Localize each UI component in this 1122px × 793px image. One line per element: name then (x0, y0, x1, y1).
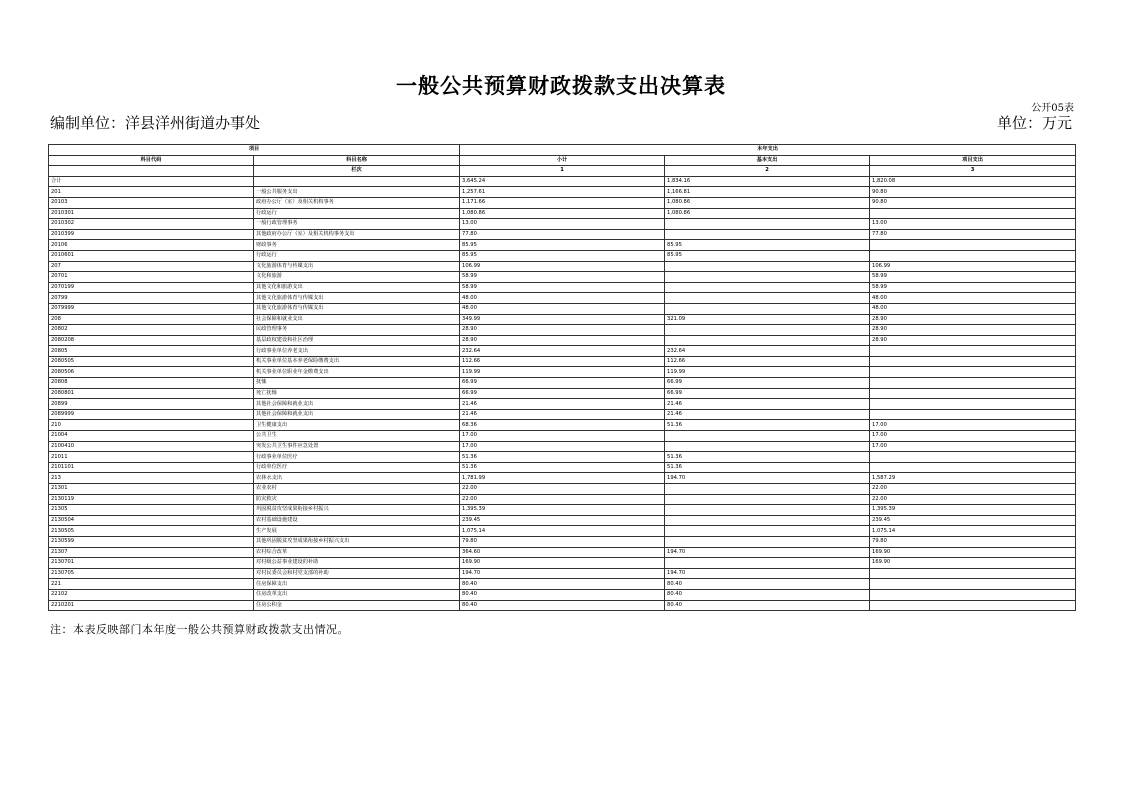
cell-basic (665, 261, 870, 272)
cell-code: 2100410 (49, 441, 254, 452)
cell-code: 20799 (49, 293, 254, 304)
table-row (49, 187, 1076, 198)
cell-project: 58.99 (870, 282, 1076, 293)
cell-basic (665, 484, 870, 495)
cell-name: 死亡抚恤 (254, 388, 460, 399)
cell-code: 210 (49, 420, 254, 431)
cell-total: 1,781.99 (460, 473, 665, 484)
cell-basic: 21.46 (665, 399, 870, 410)
cell-project: 239.45 (870, 515, 1076, 526)
cell-project: 22.00 (870, 494, 1076, 505)
cell-project: 1,820.08 (870, 176, 1076, 187)
cell-total: 1,080.86 (460, 208, 665, 219)
cell-project (870, 356, 1076, 367)
cell-code: 2010601 (49, 250, 254, 261)
table-row (49, 240, 1076, 251)
cell-name: 其他文化旅游体育与传媒支出 (254, 293, 460, 304)
cell-code: 20106 (49, 240, 254, 251)
cell-project: 17.00 (870, 431, 1076, 442)
form-number: 公开05表 (1031, 103, 1074, 114)
table-row (49, 409, 1076, 420)
cell-total: 349.99 (460, 314, 665, 325)
table-row (49, 176, 1076, 187)
cell-total: 85.95 (460, 250, 665, 261)
cell-project: 169.90 (870, 558, 1076, 569)
cell-project (870, 378, 1076, 389)
table-row (49, 261, 1076, 272)
cell-total: 17.00 (460, 441, 665, 452)
cell-project: 28.90 (870, 335, 1076, 346)
cell-project (870, 568, 1076, 579)
cell-basic: 85.95 (665, 240, 870, 251)
cell-name: 抚恤 (254, 378, 460, 389)
cell-total: 48.00 (460, 303, 665, 314)
cell-basic: 21.46 (665, 409, 870, 420)
table-row (49, 420, 1076, 431)
cell-code: 2130599 (49, 536, 254, 547)
cell-project: 90.80 (870, 187, 1076, 198)
cell-name: 一般行政管理事务 (254, 219, 460, 230)
cell-name: 卫生健康支出 (254, 420, 460, 431)
cell-total: 21.46 (460, 409, 665, 420)
cell-total: 22.00 (460, 494, 665, 505)
cell-name: 农村综合改革 (254, 547, 460, 558)
cell-total: 28.90 (460, 325, 665, 336)
cell-total: 80.40 (460, 579, 665, 590)
compiling-unit: 编制单位：洋县洋州街道办事处 (50, 114, 261, 132)
header-code: 科目代码 (49, 155, 254, 166)
cell-name: 文化和旅游 (254, 272, 460, 283)
cell-total: 48.00 (460, 293, 665, 304)
cell-code: 2101101 (49, 462, 254, 473)
cell-code: 21011 (49, 452, 254, 463)
cell-code: 21004 (49, 431, 254, 442)
cell-total: 112.66 (460, 356, 665, 367)
cell-basic (665, 515, 870, 526)
cell-total: 17.00 (460, 431, 665, 442)
cell-code: 221 (49, 579, 254, 590)
table-row (49, 219, 1076, 230)
cell-basic: 80.40 (665, 600, 870, 611)
cell-project (870, 409, 1076, 420)
table-row (49, 356, 1076, 367)
table-row (49, 293, 1076, 304)
cell-code: 20701 (49, 272, 254, 283)
header-subtotal: 小计 (460, 155, 665, 166)
cell-basic: 119.99 (665, 367, 870, 378)
cell-code: 20899 (49, 399, 254, 410)
cell-code: 2010399 (49, 229, 254, 240)
cell-code: 合计 (49, 176, 254, 187)
table-row (49, 589, 1076, 600)
cell-total: 232.64 (460, 346, 665, 357)
cell-basic (665, 536, 870, 547)
cell-basic (665, 229, 870, 240)
cell-basic: 194.70 (665, 547, 870, 558)
cell-code: 213 (49, 473, 254, 484)
table-row (49, 526, 1076, 537)
cell-total: 51.36 (460, 462, 665, 473)
cell-code: 2130119 (49, 494, 254, 505)
table-row (49, 579, 1076, 590)
cell-project (870, 240, 1076, 251)
cell-name: 其他社会保障和就业支出 (254, 399, 460, 410)
cell-name: 对村级公益事业建设的补助 (254, 558, 460, 569)
header-empty (49, 166, 254, 177)
footnote: 注：本表反映部门本年度一般公共预算财政拨款支出情况。 (50, 623, 349, 636)
cell-total: 77.80 (460, 229, 665, 240)
cell-name: 对村民委员会和村党支部的补助 (254, 568, 460, 579)
cell-project (870, 388, 1076, 399)
cell-total: 169.90 (460, 558, 665, 569)
cell-name: 政府办公厅（室）及相关机构事务 (254, 197, 460, 208)
header-col3: 3 (870, 166, 1076, 177)
cell-project (870, 589, 1076, 600)
cell-name: 行政事业单位医疗 (254, 452, 460, 463)
cell-basic (665, 282, 870, 293)
header-row-2 (49, 155, 1076, 166)
cell-code: 2080506 (49, 367, 254, 378)
cell-basic: 232.64 (665, 346, 870, 357)
cell-code: 22102 (49, 589, 254, 600)
cell-project: 48.00 (870, 293, 1076, 304)
cell-name: 防灾救灾 (254, 494, 460, 505)
cell-basic: 51.36 (665, 462, 870, 473)
table-row (49, 462, 1076, 473)
cell-code: 2080208 (49, 335, 254, 346)
cell-basic (665, 335, 870, 346)
cell-code: 20802 (49, 325, 254, 336)
table-row (49, 282, 1076, 293)
cell-name: 巩固脱贫攻坚成果衔接乡村振兴 (254, 505, 460, 516)
header-col2: 2 (665, 166, 870, 177)
cell-name: 机关事业单位基本养老保险缴费支出 (254, 356, 460, 367)
table-row (49, 208, 1076, 219)
cell-name: 一般公共服务支出 (254, 187, 460, 198)
cell-name: 生产发展 (254, 526, 460, 537)
cell-basic: 112.66 (665, 356, 870, 367)
table-row (49, 568, 1076, 579)
cell-code: 2010302 (49, 219, 254, 230)
cell-project (870, 600, 1076, 611)
cell-project (870, 399, 1076, 410)
cell-code: 2130505 (49, 526, 254, 537)
cell-name: 突发公共卫生事件应急处置 (254, 441, 460, 452)
cell-name: 文化旅游体育与传媒支出 (254, 261, 460, 272)
table-row (49, 250, 1076, 261)
table-row (49, 229, 1076, 240)
table-row (49, 378, 1076, 389)
cell-project: 48.00 (870, 303, 1076, 314)
table-row (49, 197, 1076, 208)
cell-total: 106.99 (460, 261, 665, 272)
cell-code: 2089999 (49, 409, 254, 420)
cell-code: 2080801 (49, 388, 254, 399)
cell-basic: 194.70 (665, 568, 870, 579)
cell-name: 其他巩固脱贫攻坚成果衔接乡村振兴支出 (254, 536, 460, 547)
cell-code: 207 (49, 261, 254, 272)
cell-project (870, 462, 1076, 473)
cell-code: 2070199 (49, 282, 254, 293)
cell-basic: 1,080.86 (665, 208, 870, 219)
cell-name: 公共卫生 (254, 431, 460, 442)
cell-name: 行政单位医疗 (254, 462, 460, 473)
table-row (49, 536, 1076, 547)
cell-name: 住房改革支出 (254, 589, 460, 600)
cell-project (870, 579, 1076, 590)
cell-basic: 1,834.16 (665, 176, 870, 187)
table-row (49, 473, 1076, 484)
cell-project: 90.80 (870, 197, 1076, 208)
cell-total: 1,075.14 (460, 526, 665, 537)
table-row (49, 325, 1076, 336)
cell-basic (665, 431, 870, 442)
cell-name (254, 176, 460, 187)
cell-code: 208 (49, 314, 254, 325)
cell-project (870, 346, 1076, 357)
header-row-3 (49, 166, 1076, 177)
cell-code: 21301 (49, 484, 254, 495)
header-basic: 基本支出 (665, 155, 870, 166)
cell-project: 1,075.14 (870, 526, 1076, 537)
cell-project: 28.90 (870, 325, 1076, 336)
cell-total: 22.00 (460, 484, 665, 495)
cell-basic (665, 558, 870, 569)
table-row (49, 399, 1076, 410)
table-row (49, 494, 1076, 505)
cell-total: 80.40 (460, 589, 665, 600)
cell-name: 财政事务 (254, 240, 460, 251)
cell-name: 基层政权建设和社区治理 (254, 335, 460, 346)
currency-unit: 单位：万元 (996, 114, 1072, 132)
cell-project: 17.00 (870, 420, 1076, 431)
cell-code: 21305 (49, 505, 254, 516)
cell-basic: 51.36 (665, 420, 870, 431)
cell-name: 其他政府办公厅（室）及相关机构事务支出 (254, 229, 460, 240)
cell-basic (665, 219, 870, 230)
cell-name: 行政事业单位养老支出 (254, 346, 460, 357)
cell-total: 239.45 (460, 515, 665, 526)
cell-name: 其他文化旅游体育与传媒支出 (254, 303, 460, 314)
header-current-year: 本年支出 (460, 145, 1076, 156)
cell-basic (665, 494, 870, 505)
cell-basic: 80.40 (665, 589, 870, 600)
cell-name: 住房保障支出 (254, 579, 460, 590)
cell-name: 行政运行 (254, 250, 460, 261)
table-row (49, 431, 1076, 442)
cell-total: 80.40 (460, 600, 665, 611)
header-col-label: 栏次 (254, 166, 460, 177)
cell-total: 21.46 (460, 399, 665, 410)
cell-project: 28.90 (870, 314, 1076, 325)
expenditure-table (48, 144, 1076, 611)
table-row (49, 335, 1076, 346)
table-row (49, 558, 1076, 569)
cell-code: 2210201 (49, 600, 254, 611)
cell-code: 2079999 (49, 303, 254, 314)
cell-basic: 194.70 (665, 473, 870, 484)
table-row (49, 388, 1076, 399)
table-row (49, 484, 1076, 495)
cell-project (870, 367, 1076, 378)
cell-code: 2080505 (49, 356, 254, 367)
cell-project: 1,587.29 (870, 473, 1076, 484)
cell-project (870, 208, 1076, 219)
cell-project: 77.80 (870, 229, 1076, 240)
cell-code: 20808 (49, 378, 254, 389)
cell-project: 58.99 (870, 272, 1076, 283)
cell-name: 机关事业单位职业年金缴费支出 (254, 367, 460, 378)
cell-total: 28.90 (460, 335, 665, 346)
cell-basic: 66.99 (665, 388, 870, 399)
cell-total: 1,171.66 (460, 197, 665, 208)
table-row (49, 367, 1076, 378)
cell-name: 住房公积金 (254, 600, 460, 611)
cell-project: 1,395.39 (870, 505, 1076, 516)
cell-code: 20805 (49, 346, 254, 357)
cell-code: 2130705 (49, 568, 254, 579)
cell-basic (665, 303, 870, 314)
cell-basic: 66.99 (665, 378, 870, 389)
table-row (49, 452, 1076, 463)
cell-name: 农业农村 (254, 484, 460, 495)
cell-name: 其他社会保障和就业支出 (254, 409, 460, 420)
cell-name: 其他文化和旅游支出 (254, 282, 460, 293)
cell-project: 17.00 (870, 441, 1076, 452)
table-row (49, 272, 1076, 283)
table-row (49, 346, 1076, 357)
cell-basic: 321.09 (665, 314, 870, 325)
cell-basic: 1,166.81 (665, 187, 870, 198)
cell-basic: 85.95 (665, 250, 870, 261)
table-row (49, 441, 1076, 452)
cell-total: 3,645.24 (460, 176, 665, 187)
cell-basic (665, 505, 870, 516)
header-row-1 (49, 145, 1076, 156)
cell-name: 社会保障和就业支出 (254, 314, 460, 325)
cell-name: 农村基础设施建设 (254, 515, 460, 526)
cell-project: 169.90 (870, 547, 1076, 558)
cell-total: 51.36 (460, 452, 665, 463)
cell-code: 2010301 (49, 208, 254, 219)
cell-total: 1,395.39 (460, 505, 665, 516)
cell-total: 119.99 (460, 367, 665, 378)
cell-basic (665, 325, 870, 336)
cell-total: 1,257.61 (460, 187, 665, 198)
cell-code: 21307 (49, 547, 254, 558)
header-col1: 1 (460, 166, 665, 177)
cell-basic (665, 272, 870, 283)
header-name: 科目名称 (254, 155, 460, 166)
cell-basic: 51.36 (665, 452, 870, 463)
cell-project: 106.99 (870, 261, 1076, 272)
cell-basic (665, 441, 870, 452)
cell-total: 66.99 (460, 388, 665, 399)
table-row (49, 600, 1076, 611)
cell-total: 13.00 (460, 219, 665, 230)
cell-project (870, 250, 1076, 261)
cell-code: 2130504 (49, 515, 254, 526)
cell-code: 2130701 (49, 558, 254, 569)
cell-project: 79.80 (870, 536, 1076, 547)
cell-name: 行政运行 (254, 208, 460, 219)
cell-code: 20103 (49, 197, 254, 208)
table-row (49, 547, 1076, 558)
cell-name: 民政管理事务 (254, 325, 460, 336)
cell-total: 364.60 (460, 547, 665, 558)
header-project-exp: 项目支出 (870, 155, 1076, 166)
cell-total: 85.95 (460, 240, 665, 251)
cell-total: 58.99 (460, 282, 665, 293)
header-project: 项目 (49, 145, 460, 156)
cell-name: 农林水支出 (254, 473, 460, 484)
table-row (49, 515, 1076, 526)
cell-project: 13.00 (870, 219, 1076, 230)
cell-basic: 1,080.86 (665, 197, 870, 208)
cell-total: 58.99 (460, 272, 665, 283)
cell-total: 68.36 (460, 420, 665, 431)
cell-project (870, 452, 1076, 463)
cell-basic (665, 526, 870, 537)
table-row (49, 505, 1076, 516)
cell-total: 194.70 (460, 568, 665, 579)
table-row (49, 303, 1076, 314)
cell-total: 79.80 (460, 536, 665, 547)
cell-basic: 80.40 (665, 579, 870, 590)
cell-basic (665, 293, 870, 304)
cell-project: 22.00 (870, 484, 1076, 495)
cell-total: 66.99 (460, 378, 665, 389)
table-row (49, 314, 1076, 325)
page-title: 一般公共预算财政拨款支出决算表 (396, 73, 726, 98)
cell-code: 201 (49, 187, 254, 198)
